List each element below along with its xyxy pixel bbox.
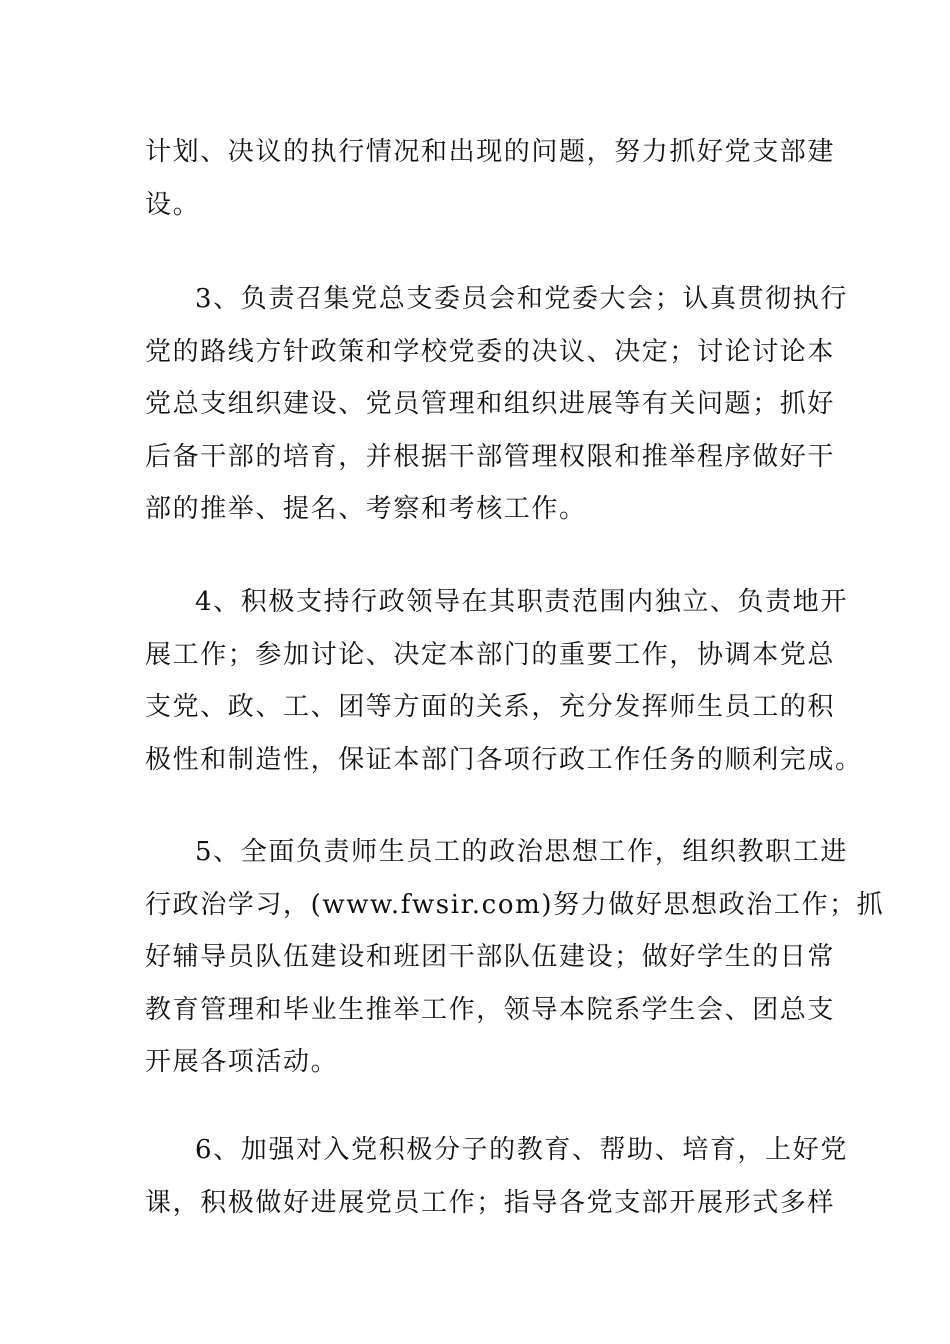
paragraph-line: 开展各项活动。 <box>145 1047 339 1077</box>
paragraph-line: 行政治学习，(www.fwsir.com)努力做好思想政治工作；抓 <box>145 889 885 920</box>
paragraph-line: 支党、政、工、团等方面的关系，充分发挥师生员工的积 <box>145 692 836 722</box>
paragraph-item-3 <box>145 273 848 536</box>
paragraph-line: 党的路线方针政策和学校党委的决议、决定；讨论讨论本 <box>145 336 836 367</box>
paragraph-item-5 <box>145 826 885 1089</box>
paragraph-continuation <box>145 126 836 231</box>
paragraph-line: 设。 <box>145 189 201 220</box>
paragraph-line: 4、积极支持行政领导在其职责范围内独立、负责地开 <box>195 587 848 617</box>
paragraph-line: 课，积极做好进展党员工作；指导各党支部开展形式多样 <box>145 1187 836 1218</box>
paragraph-line: 5、全面负责师生员工的政治思想工作，组织教职工进 <box>195 837 848 867</box>
paragraph-line: 3、负责召集党总支委员会和党委大会；认真贯彻执行 <box>195 284 848 314</box>
paragraph-item-4 <box>145 576 863 786</box>
paragraph-line: 教育管理和毕业生推举工作，领导本院系学生会、团总支 <box>145 994 836 1025</box>
paragraph-line: 部的推举、提名、考察和考核工作。 <box>145 494 587 524</box>
paragraph-line: 好辅导员队伍建设和班团干部队伍建设；做好学生的日常 <box>145 942 836 972</box>
paragraph-line: 展工作；参加讨论、决定本部门的重要工作，协调本党总 <box>145 639 836 670</box>
paragraph-line: 后备干部的培育，并根据干部管理权限和推举程序做好干 <box>145 441 836 472</box>
paragraph-line: 计划、决议的执行情况和出现的问题，努力抓好党支部建 <box>145 137 836 167</box>
paragraph-line: 党总支组织建设、党员管理和组织进展等有关问题；抓好 <box>145 389 836 419</box>
paragraph-item-6 <box>145 1124 848 1229</box>
paragraph-line: 6、加强对入党积极分子的教育、帮助、培育，上好党 <box>195 1135 848 1165</box>
paragraph-line: 极性和制造性，保证本部门各项行政工作任务的顺利完成。 <box>145 744 863 775</box>
